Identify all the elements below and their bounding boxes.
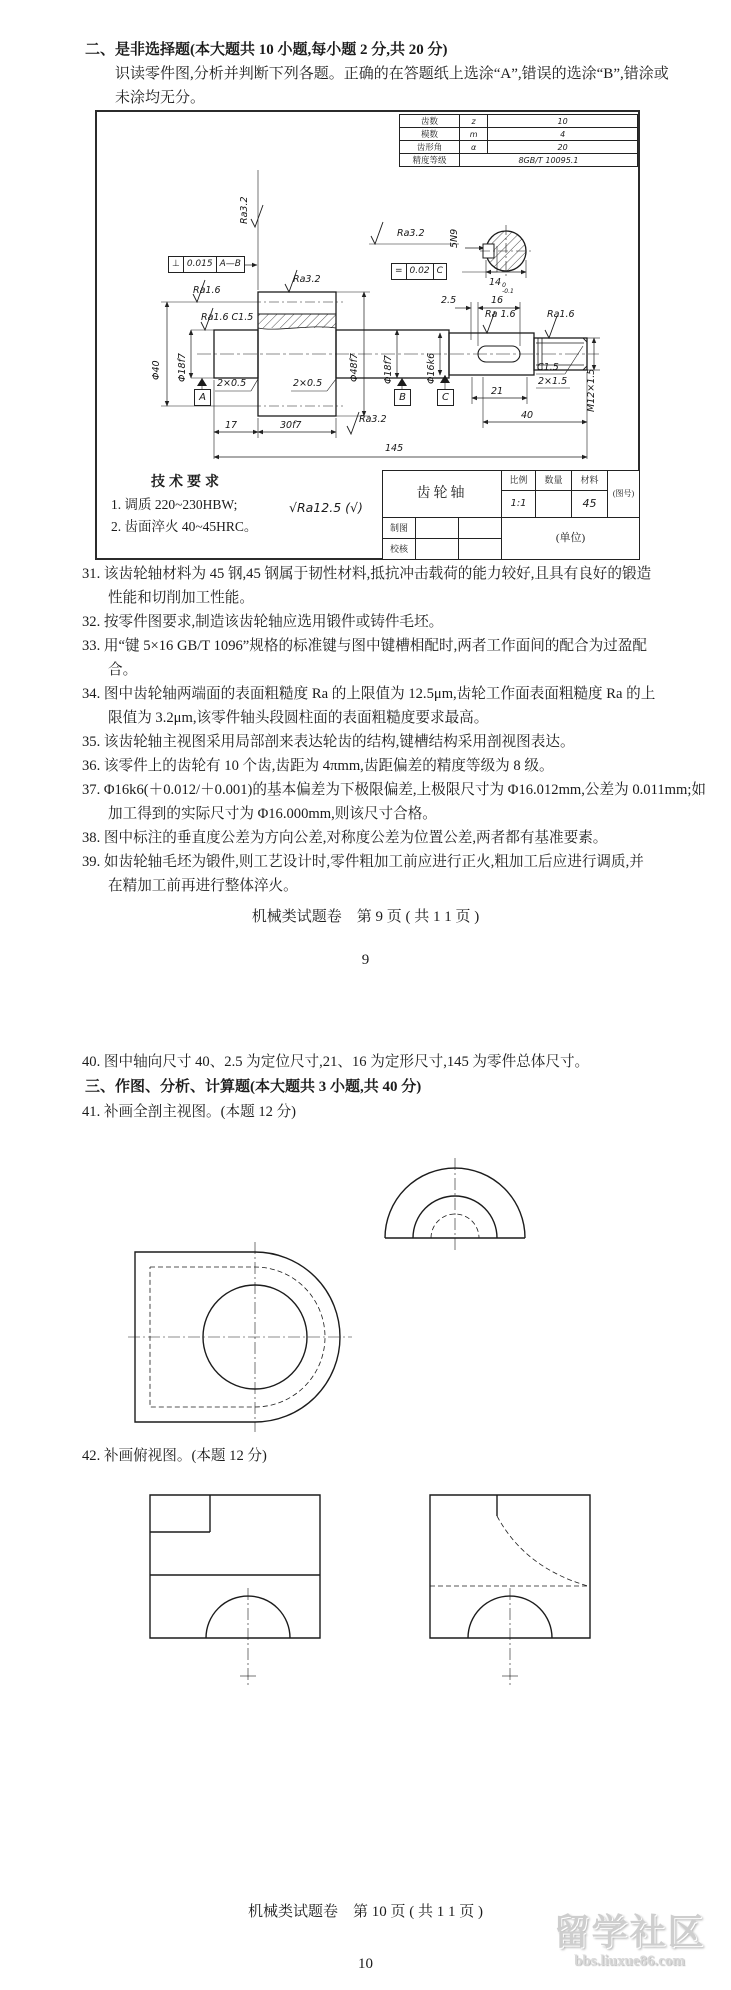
question-33-line-1: 33. 用“键 5×16 GB/T 1096”规格的标准键与图中键槽相配时,两者工作面间的配合为过盈配 [82,638,647,654]
page-10-number: 10 [358,1956,373,1972]
param-value: 8GB/T 10095.1 [459,154,637,167]
tech-req-line-2: 2. 齿面淬火 40~45HRC。 [111,519,258,534]
roughness-label: Ra3.2 [293,274,321,285]
param-label: 模数 [400,128,460,141]
question-34-line-1: 34. 图中齿轮轴两端面的表面粗糙度 Ra 的上限值为 12.5μm,齿轮工作面表面粗糙度 Ra 的上 [82,686,656,702]
upper-tol: 0 [502,282,506,289]
tech-req-title: 技术要求 [151,475,223,490]
table-row [400,154,638,167]
param-label: 齿形角 [400,141,460,154]
datum-a-box: A [194,389,211,406]
gear-shaft-drawing [95,110,640,560]
diameter-label: Φ40 [151,360,162,380]
diameter-label: Φ16k6 [426,352,437,384]
question-40: 40. 图中轴向尺寸 40、2.5 为定位尺寸,21、16 为定形尺寸,145 为零件总体尺寸。 [82,1054,590,1070]
perpendicularity-icon: ⊥ [168,256,184,273]
checked-name-cell [415,538,459,560]
question-34-line-2: 限值为 3.2μm,该零件轴头段圆柱面的表面粗糙度要求最高。 [108,710,489,726]
dim-label: 17 [225,420,238,431]
dim-main: 14 [489,277,502,288]
question-41: 41. 补画全剖主视图。(本题 12 分) [82,1104,297,1120]
dim-label: 16 [491,295,504,306]
instruction-line-1: 识读零件图,分析并判断下列各题。正确的在答题纸上选涂“A”,错误的选涂“B”,错涂或 [115,66,669,82]
question-42-figure [140,1490,600,1695]
material-value: 45 [571,490,608,518]
tech-req-line-1: 1. 调质 220~230HBW; [111,497,238,512]
watermark [532,1912,727,1970]
roughness-label: Ra3.2 [397,228,425,239]
question-37-line-2: 加工得到的实际尺寸为 Φ16.000mm,则该尺寸合格。 [108,806,437,822]
technical-requirements [111,472,257,538]
tolerance-value: 0.02 [406,263,434,280]
param-value: 20 [488,141,638,154]
param-label: 齿数 [400,115,460,128]
quantity-label: 数量 [535,470,572,491]
roughness-label: Ra3.2 [239,196,250,224]
tolerance-stack [502,283,514,295]
table-row [400,128,638,141]
instruction-line-2: 未涂均无分。 [115,90,206,106]
table-row [400,115,638,128]
chamfer-label: 2×0.5 [217,378,247,389]
unit-label: (单位) [501,517,640,560]
default-surface-finish-note: √Ra12.5 (√) [289,500,363,515]
dim-label: 40 [521,410,534,421]
perpendicularity-frame [169,256,245,273]
quantity-value [535,490,572,518]
scale-value: 1:1 [501,490,536,518]
page-9-number: 9 [361,952,370,968]
lower-tol: -0.1 [502,288,514,295]
roughness-chamfer-label: Ra1.6 C1.5 [201,312,254,323]
gear-parameter-table [399,114,638,167]
drafted-label: 制图 [382,517,416,539]
param-symbol: z [459,115,487,128]
symmetry-frame [392,263,447,280]
dim-label: 30f7 [280,420,302,431]
keyway-width-label: 5N9 [449,228,460,248]
checked-label: 校核 [382,538,416,560]
dim-label: 145 [385,443,404,454]
question-33-line-2: 合。 [108,662,138,678]
chamfer-label: C1.5 [537,362,559,373]
roughness-label: Ra3.2 [359,414,387,425]
title-block [382,470,640,560]
question-32: 32. 按零件图要求,制造该齿轮轴应选用锻件或铸件毛坯。 [82,614,444,630]
question-39-line-2: 在精加工前再进行整体淬火。 [108,878,298,894]
diameter-label: Φ18f7 [383,355,394,384]
page-9-footer: 机械类试题卷 第 9 页 ( 共 1 1 页 ) [251,909,480,925]
drafted-name-cell [415,517,459,539]
roughness-label: Ra1.6 [193,285,221,296]
section-dim-label [489,277,514,295]
question-list [82,562,706,898]
datum-ref: C [433,263,447,280]
drawing-no-label: (图号) [607,470,640,518]
section3-heading: 三、作图、分析、计算题(本大题共 3 小题,共 40 分) [85,1079,422,1095]
part-name: 齿轮轴 [382,470,502,518]
param-symbol: m [459,128,487,141]
param-value: 10 [488,115,638,128]
diameter-label: Φ18f7 [177,353,188,382]
table-row [400,141,638,154]
tolerance-value: 0.015 [183,256,217,273]
page-10-footer: 机械类试题卷 第 10 页 ( 共 1 1 页 ) [248,1904,483,1920]
chamfer-label: 2×0.5 [293,378,323,389]
question-42: 42. 补画俯视图。(本题 12 分) [82,1448,267,1464]
symmetry-icon: = [391,263,407,280]
watermark-site-name: 留学社区 [553,1912,706,1952]
question-37-line-1: 37. Φ16k6(＋0.012/＋0.001)的基本偏差为下极限偏差,上极限尺寸为 Φ16.012mm,公差为 0.011mm;如 [82,782,706,798]
section2-heading: 二、是非选择题(本大题共 10 小题,每小题 2 分,共 20 分) [85,42,448,58]
param-label: 精度等级 [400,154,460,167]
watermark-url: bbs.liuxue86.com [574,1953,685,1969]
datum-c-box: C [437,389,454,406]
roughness-label: Ra 1.6 [485,309,516,320]
question-38: 38. 图中标注的垂直度公差为方向公差,对称度公差为位置公差,两者都有基准要素。 [82,830,608,846]
roughness-label: Ra1.6 [547,309,575,320]
question-31-line-1: 31. 该齿轮轴材料为 45 钢,45 钢属于韧性材料,抵抗冲击载荷的能力较好,且具有良好的锻造 [82,566,652,582]
question-35: 35. 该齿轮轴主视图采用局部剖来表达轮齿的结构,键槽结构采用剖视图表达。 [82,734,575,750]
datum-ref: A—B [216,256,245,273]
question-41-figure [120,1120,560,1432]
dim-label: 2.5 [441,295,457,306]
undercut-label: 2×1.5 [538,376,568,387]
param-symbol: α [459,141,487,154]
question-39-line-1: 39. 如齿轮轴毛坯为锻件,则工艺设计时,零件粗加工前应进行正火,粗加工后应进行调质,并 [82,854,644,870]
checked-date-cell [458,538,502,560]
dim-label: 21 [491,386,504,397]
datum-b-box: B [394,389,411,406]
scale-label: 比例 [501,470,536,491]
param-value: 4 [488,128,638,141]
drafted-date-cell [458,517,502,539]
material-label: 材料 [571,470,608,491]
thread-label: M12×1.5 [586,368,597,412]
question-31-line-2: 性能和切削加工性能。 [108,590,254,606]
question-36: 36. 该零件上的齿轮有 10 个齿,齿距为 4πmm,齿距偏差的精度等级为 8 级。 [82,758,554,774]
diameter-label: Φ48f7 [349,353,360,382]
